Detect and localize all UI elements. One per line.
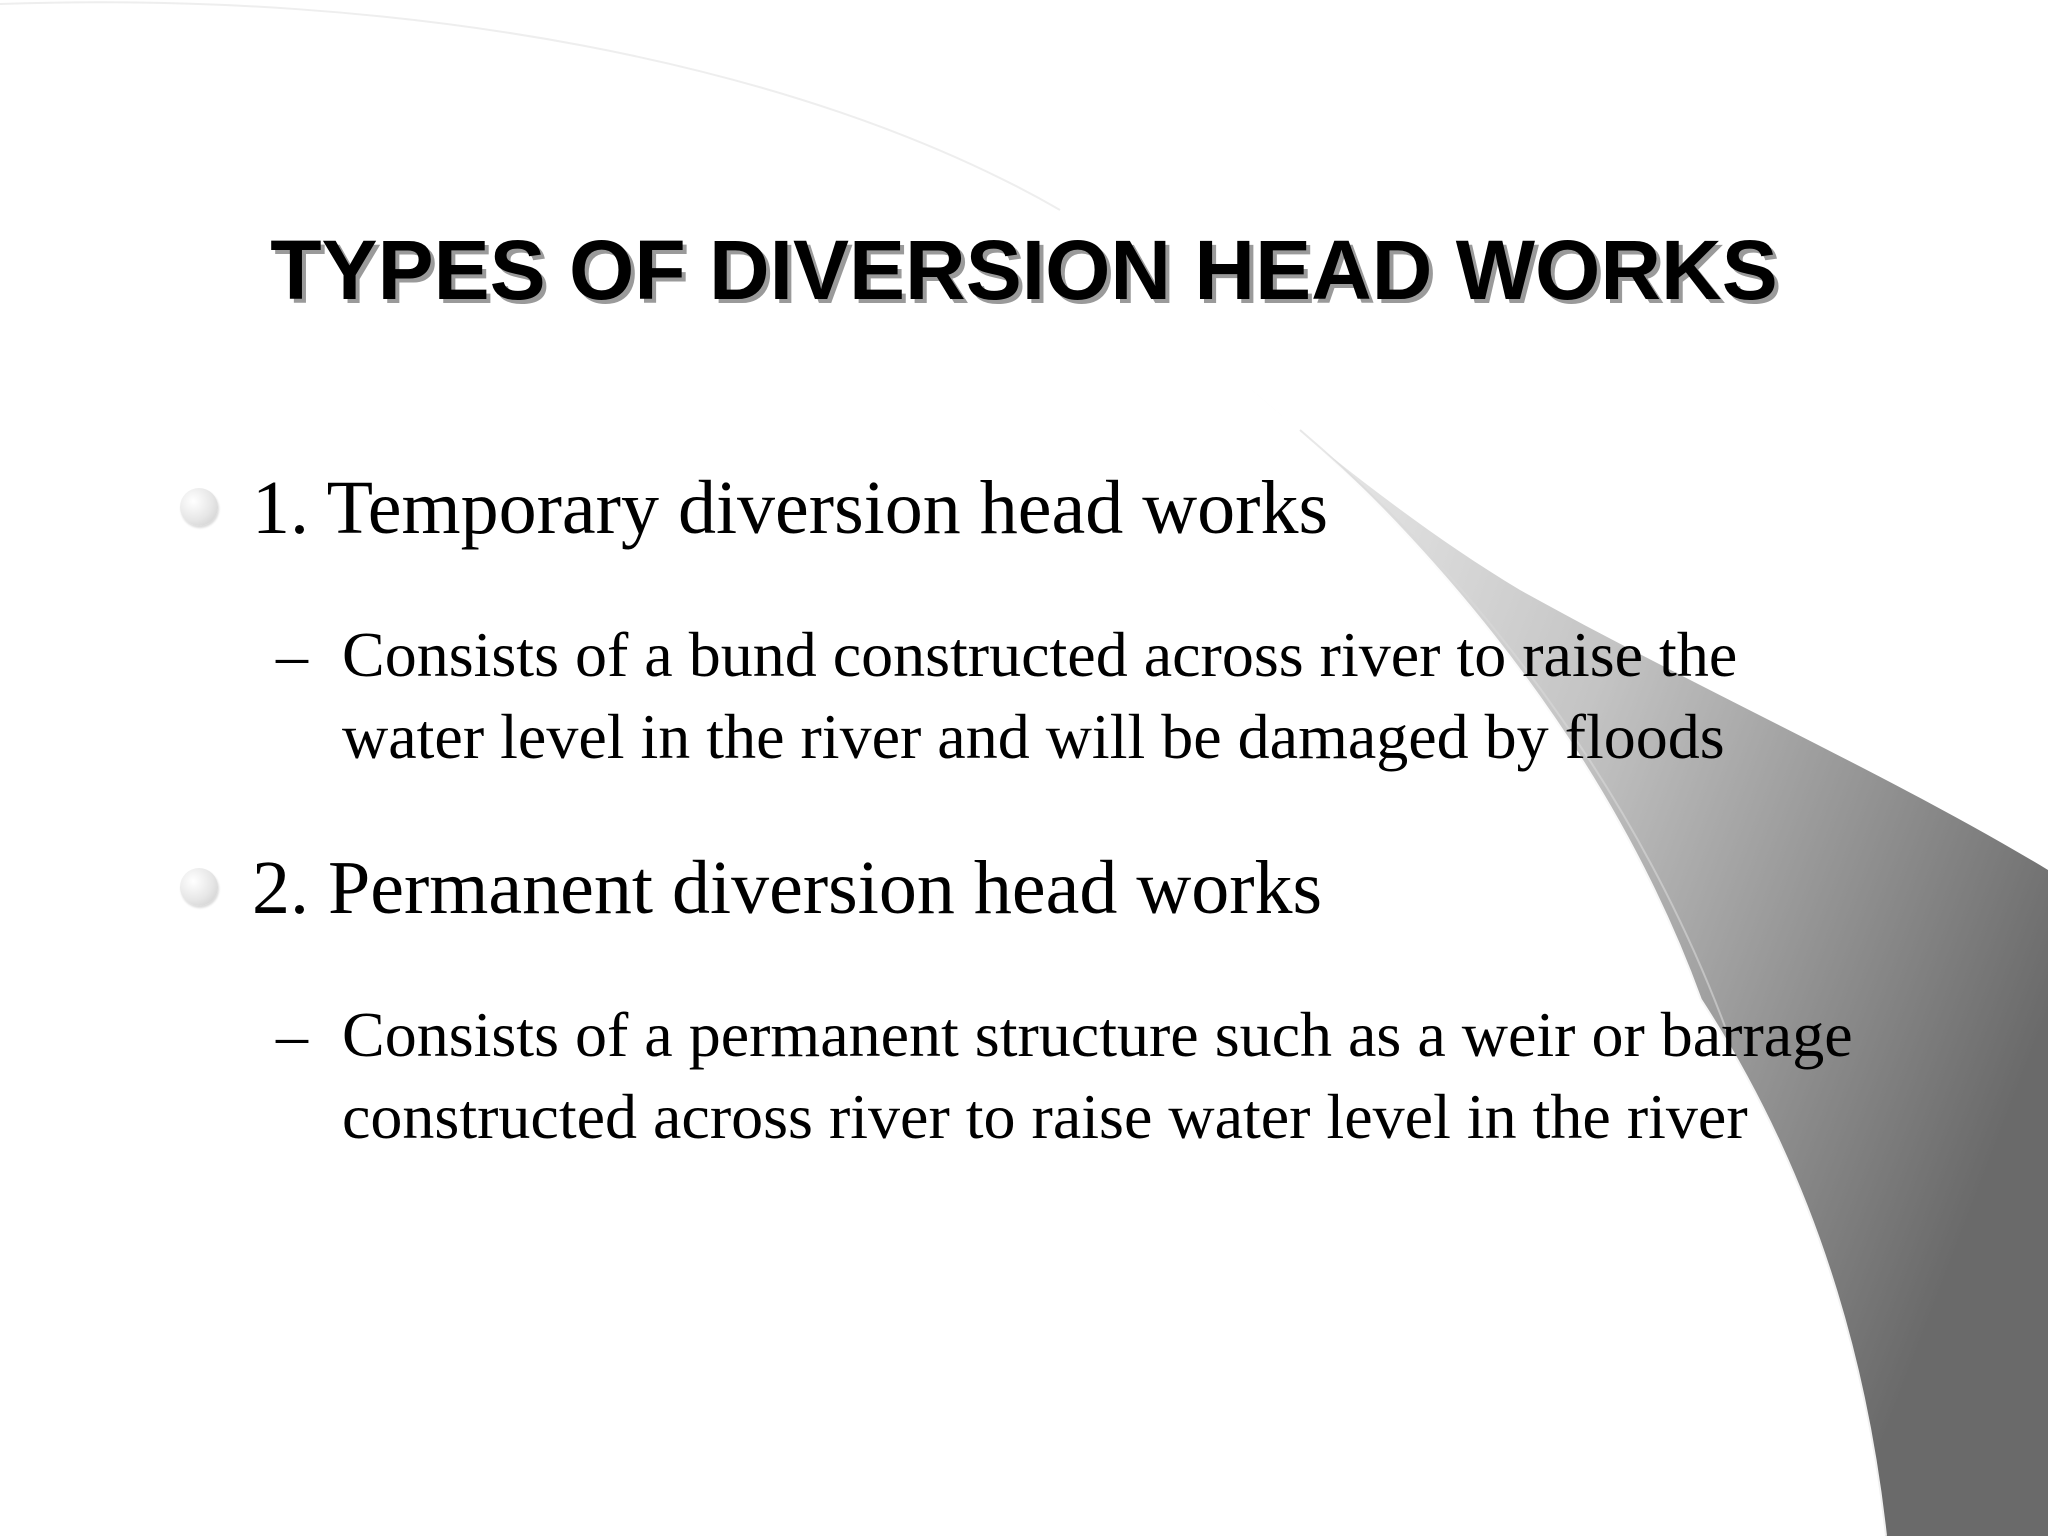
bullet-item xyxy=(180,464,1480,552)
sub-bullet-text: Consists of a bund constructed across river to raise the water level in the river and will be damaged by floods xyxy=(342,619,1738,772)
bullet-item xyxy=(180,844,1480,932)
dash-marker: – xyxy=(276,619,308,690)
bullet-text: 2. Permanent diversion head works xyxy=(252,846,1323,930)
slide-title: TYPES OF DIVERSION HEAD WORKS xyxy=(270,223,1778,317)
swoosh-main xyxy=(1240,380,2048,1536)
bullet-dot-icon xyxy=(180,868,218,906)
dash-marker: – xyxy=(276,999,308,1070)
sub-bullet-item xyxy=(276,994,1896,1244)
bullet-dot-icon xyxy=(180,488,218,526)
top-arc-line xyxy=(0,2,1060,210)
sub-bullet-text: Consists of a permanent structure such as a weir or barrage constructed across river to raise water level in the river xyxy=(342,999,1853,1152)
sub-bullet-item xyxy=(276,614,1896,784)
bullet-text: 1. Temporary diversion head works xyxy=(252,466,1329,550)
